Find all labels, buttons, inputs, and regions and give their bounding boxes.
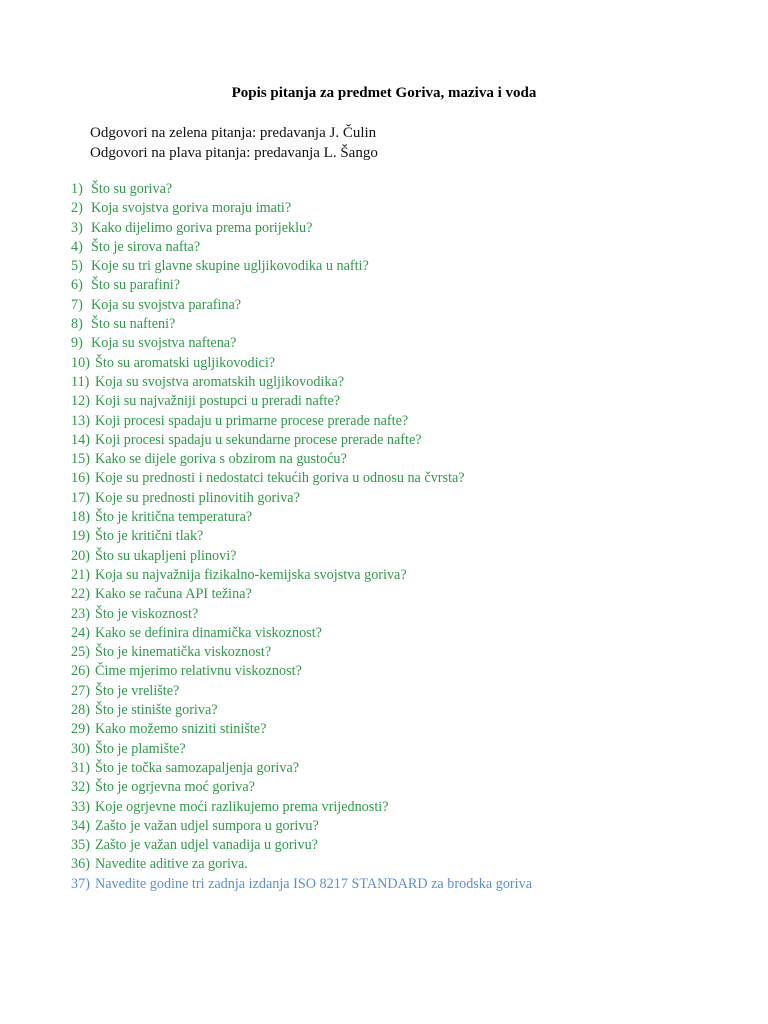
question-text: Što su parafini? [91, 277, 181, 294]
question-number: 32) [71, 779, 90, 796]
question-text: Što je kritična temperatura? [95, 509, 253, 526]
question-item [71, 431, 532, 450]
question-item [71, 875, 532, 894]
question-number: 4) [71, 238, 83, 255]
question-number: 25) [71, 644, 90, 661]
question-item [71, 585, 532, 604]
question-text: Kako dijelimo goriva prema porijeklu? [91, 219, 313, 236]
question-text: Kako se definira dinamička viskoznost? [95, 624, 322, 641]
question-number: 28) [71, 702, 90, 719]
question-number: 20) [71, 547, 90, 564]
question-text: Koje ogrjevne moći razlikujemo prema vrijednosti? [95, 798, 389, 815]
question-number: 30) [71, 740, 90, 757]
question-number: 23) [71, 605, 90, 622]
question-number: 5) [71, 258, 83, 275]
question-item [71, 238, 532, 257]
question-item [71, 740, 532, 759]
question-text: Što je kritični tlak? [95, 528, 204, 545]
question-text: Kako se dijele goriva s obzirom na gustoću? [95, 451, 347, 468]
question-text: Koje su prednosti plinovitih goriva? [95, 489, 300, 506]
question-text: Što su ukapljeni plinovi? [95, 547, 237, 564]
question-item [71, 180, 532, 199]
question-text: Navedite aditive za goriva. [95, 856, 248, 873]
question-number: 12) [71, 393, 90, 410]
question-text: Zašto je važan udjel sumpora u gorivu? [95, 817, 319, 834]
question-number: 16) [71, 470, 90, 487]
question-text: Čime mjerimo relativnu viskoznost? [95, 663, 302, 680]
question-item [71, 605, 532, 624]
question-number: 21) [71, 566, 90, 583]
question-number: 15) [71, 451, 90, 468]
question-item [71, 720, 532, 739]
intro-block [90, 124, 378, 163]
question-item [71, 778, 532, 797]
question-number: 7) [71, 296, 83, 313]
question-item [71, 836, 532, 855]
question-item [71, 508, 532, 527]
question-item [71, 566, 532, 585]
question-text: Koji procesi spadaju u primarne procese prerade nafte? [95, 412, 409, 429]
question-item [71, 354, 532, 373]
question-item [71, 373, 532, 392]
question-number: 19) [71, 528, 90, 545]
question-number: 14) [71, 431, 90, 448]
question-text: Koje su tri glavne skupine ugljikovodika u nafti? [91, 258, 369, 275]
question-number: 2) [71, 200, 83, 217]
question-number: 29) [71, 721, 90, 738]
question-text: Što su nafteni? [91, 316, 176, 333]
question-number: 3) [71, 219, 83, 236]
question-number: 6) [71, 277, 83, 294]
question-item [71, 412, 532, 431]
question-item [71, 315, 532, 334]
question-text: Koja svojstva goriva moraju imati? [91, 200, 292, 217]
question-text: Koja su svojstva parafina? [91, 296, 242, 313]
question-number: 26) [71, 663, 90, 680]
question-item [71, 489, 532, 508]
question-number: 17) [71, 489, 90, 506]
question-number: 22) [71, 586, 90, 603]
question-number: 1) [71, 181, 83, 197]
question-number: 18) [71, 509, 90, 526]
question-number: 37) [71, 875, 90, 892]
question-number: 27) [71, 682, 90, 699]
question-item [71, 219, 532, 238]
question-item [71, 334, 532, 353]
question-item [71, 682, 532, 701]
question-item [71, 855, 532, 874]
question-text: Koja su svojstva aromatskih ugljikovodika? [95, 373, 345, 390]
question-text: Što je sirova nafta? [91, 238, 201, 255]
question-number: 36) [71, 856, 90, 873]
question-number: 10) [71, 354, 90, 371]
question-number: 13) [71, 412, 90, 429]
question-item [71, 624, 532, 643]
question-item [71, 662, 532, 681]
question-text: Što su goriva? [91, 181, 173, 197]
question-text: Kako možemo sniziti stinište? [95, 721, 267, 738]
question-item [71, 701, 532, 720]
question-text: Zašto je važan udjel vanadija u gorivu? [95, 837, 318, 854]
question-number: 34) [71, 817, 90, 834]
question-text: Koji su najvažniji postupci u preradi nafte? [95, 393, 341, 410]
question-text: Koja su najvažnija fizikalno-kemijska svojstva goriva? [95, 566, 407, 583]
question-number: 33) [71, 798, 90, 815]
question-number: 31) [71, 759, 90, 776]
document-title: Popis pitanja za predmet Goriva, maziva i voda [231, 85, 537, 101]
question-text: Što je vrelište? [95, 682, 180, 699]
intro-line-green: Odgovori na zelena pitanja: predavanja J. Čulin [90, 125, 377, 141]
question-number: 8) [71, 316, 83, 333]
question-number: 9) [71, 335, 83, 352]
question-item [71, 817, 532, 836]
question-item [71, 759, 532, 778]
question-item [71, 257, 532, 276]
question-text: Što je plamište? [95, 740, 186, 757]
question-item [71, 469, 532, 488]
question-text: Koji procesi spadaju u sekundarne procese prerade nafte? [95, 431, 422, 448]
question-text: Što je viskoznost? [95, 605, 199, 622]
question-number: 35) [71, 837, 90, 854]
question-item [71, 547, 532, 566]
question-item [71, 527, 532, 546]
question-item [71, 199, 532, 218]
question-text: Kako se računa API težina? [95, 586, 252, 603]
question-item [71, 643, 532, 662]
question-text: Što su aromatski ugljikovodici? [95, 354, 276, 371]
question-text: Što je stinište goriva? [95, 702, 218, 719]
question-list [71, 180, 532, 894]
question-number: 11) [71, 373, 90, 390]
question-text: Koja su svojstva naftena? [91, 335, 237, 352]
question-item [71, 450, 532, 469]
question-text: Što je ogrjevna moć goriva? [95, 779, 255, 796]
question-number: 24) [71, 624, 90, 641]
question-text: Navedite godine tri zadnja izdanja ISO 8217 STANDARD za brodska goriva [95, 875, 532, 892]
question-item [71, 296, 532, 315]
question-item [71, 798, 532, 817]
question-text: Što je kinematička viskoznost? [95, 644, 272, 661]
question-text: Koje su prednosti i nedostatci tekućih goriva u odnosu na čvrsta? [95, 470, 465, 487]
intro-line-blue: Odgovori na plava pitanja: predavanja L. Šango [90, 144, 378, 161]
question-text: Što je točka samozapaljenja goriva? [95, 759, 300, 776]
question-item [71, 276, 532, 295]
question-item [71, 392, 532, 411]
